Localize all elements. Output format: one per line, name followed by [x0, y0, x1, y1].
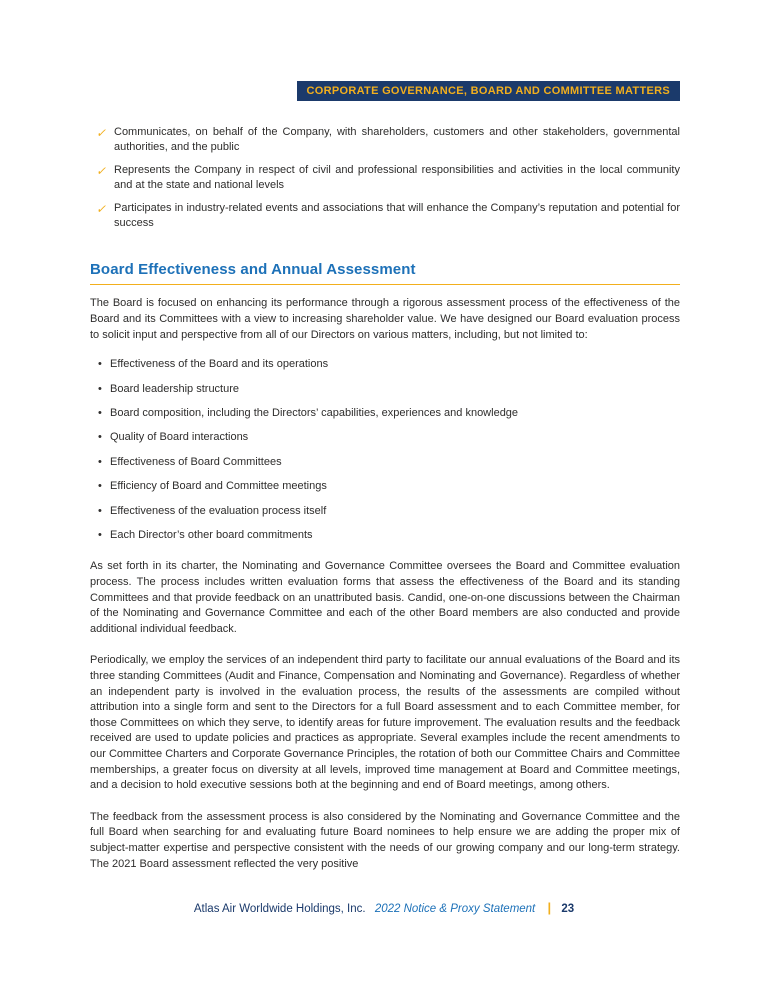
check-list-item [90, 125, 680, 156]
checkmark-icon: ✓ [96, 163, 107, 178]
bullet-icon: • [98, 480, 102, 493]
checkmark-icon: ✓ [96, 201, 107, 216]
bullet-icon: • [98, 431, 102, 444]
check-item-text: Represents the Company in respect of civil and professional responsibilities and activities in the local community and at the state and national levels [114, 163, 680, 192]
footer-separator: | [547, 900, 552, 915]
list-item [90, 382, 680, 397]
bullet-icon: • [98, 358, 102, 371]
list-item-text: Board leadership structure [110, 382, 240, 395]
list-item-text: Each Director’s other board commitments [110, 528, 313, 541]
page-footer [0, 900, 768, 915]
check-list-item [90, 163, 680, 194]
list-item [90, 504, 680, 519]
body-paragraph: The feedback from the assessment process is also considered by the Nominating and Governance Committee and the full Board when searching for and evaluating future Board nominees to help ensure we are adding the proper mix of subject-matter expertise and perspective consistent with the needs of our growing company and our long-term strategy. The 2021 Board assessment reflected the very positive [90, 810, 680, 870]
list-item-text: Effectiveness of Board Committees [110, 455, 282, 468]
banner-title: CORPORATE GOVERNANCE, BOARD AND COMMITTEE MATTERS [306, 85, 670, 97]
list-item [90, 430, 680, 445]
heading-divider [90, 284, 680, 285]
list-item-text: Board composition, including the Directors’ capabilities, experiences and knowledge [110, 406, 519, 419]
check-item-text: Communicates, on behalf of the Company, with shareholders, customers and other stakeholders, governmental authorities, and the public [114, 126, 680, 154]
body-paragraph: As set forth in its charter, the Nominating and Governance Committee oversees the Board and Committee evaluation process. The process includes written evaluation forms that assess the effectiveness of the Board and its standing Committees and that provide feedback on an unattributed basis. Candid, one-on-one discussions between the Chairman of the Nominating and Governance Committee and each of the other Board members are also conducted and provide additional individual feedback. [90, 560, 680, 635]
list-item-text: Effectiveness of the evaluation process itself [110, 504, 327, 517]
bullet-icon: • [98, 406, 102, 419]
page-content [90, 0, 680, 872]
check-list [90, 125, 680, 231]
list-item [90, 455, 680, 470]
list-item [90, 357, 680, 372]
bullet-icon: • [98, 455, 102, 468]
intro-paragraph: The Board is focused on enhancing its performance through a rigorous assessment process of the effectiveness of the Board and its Committees with a view to increasing shareholder value. We have designed our Board evaluation process to solicit input and perspective from all of our Directors on various matters, including, but not limited to: [90, 297, 680, 341]
footer-company-name: Atlas Air Worldwide Holdings, Inc. [193, 903, 366, 915]
list-item-text: Efficiency of Board and Committee meetings [110, 480, 327, 493]
list-item-text: Effectiveness of the Board and its operations [110, 358, 329, 371]
bullet-icon: • [98, 382, 102, 395]
section-banner [297, 81, 680, 101]
bullet-icon: • [98, 504, 102, 517]
list-item-text: Quality of Board interactions [110, 431, 249, 444]
checkmark-icon: ✓ [96, 126, 107, 140]
check-item-text: Participates in industry-related events and associations that will enhance the Company’s reputation and potential for success [114, 201, 680, 229]
check-list-item [90, 201, 680, 232]
bullet-icon: • [98, 528, 102, 541]
list-item [90, 406, 680, 421]
list-item [90, 528, 680, 543]
body-paragraph: Periodically, we employ the services of an independent third party to facilitate our annual evaluations of the Board and its three standing Committees (Audit and Finance, Compensation and Nominating and Governance). Regardless of whether an independent party is involved in the evaluation process, the results of the assessments are compiled without attribution into a single form and sent to the Directors for a full Board assessment and to each Committee member, for those Committees on which they serve, to identify areas for future improvement. The evaluation results and the feedback received are used to update policies and practices as appropriate. Several examples include the recent amendments to our Committee Charters and Corporate Governance Principles, the rotation of both our Committee Chairs and Committee memberships, a greater focus on diversity at all levels, improved time management at Board and Committee meetings, and a decision to hold executive sessions both at the beginning and end of Board meetings, among others. [90, 654, 680, 792]
section-heading: Board Effectiveness and Annual Assessment [90, 261, 416, 279]
footer-document-title: 2022 Notice & Proxy Statement [374, 903, 536, 915]
footer-page-number: 23 [561, 903, 575, 915]
bullet-list [90, 357, 680, 543]
list-item [90, 479, 680, 494]
